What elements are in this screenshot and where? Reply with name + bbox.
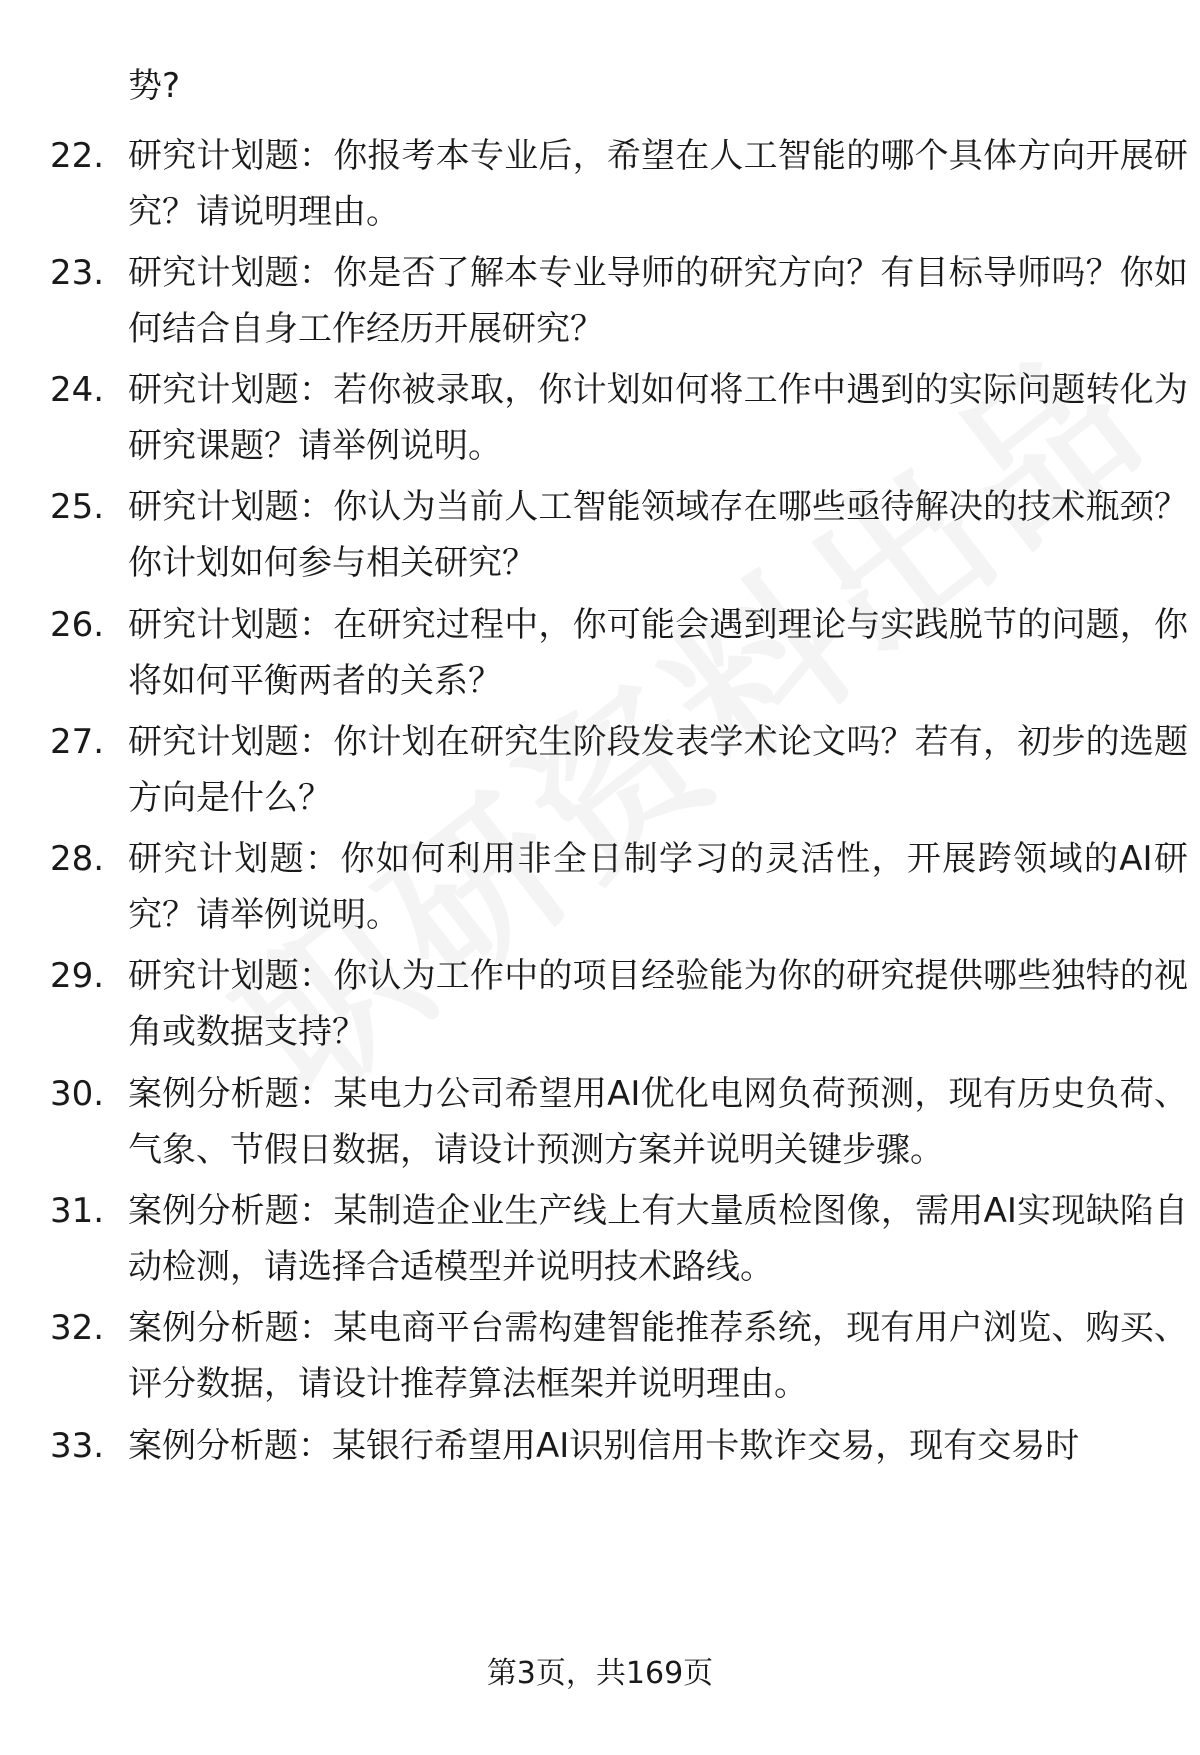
question-text: 研究计划题：你如何利用非全日制学习的灵活性，开展跨领域的AI研究？请举例说明。 (128, 839, 1188, 935)
question-text: 研究计划题：你是否了解本专业导师的研究方向？有目标导师吗？你如何结合自身工作经历开展研究？ (128, 253, 1188, 349)
page-footer: 第3页，共169页 (486, 1656, 714, 1691)
question-text: 案例分析题：某银行希望用AI识别信用卡欺诈交易，现有交易时 (128, 1426, 1080, 1466)
question-text: 研究计划题：在研究过程中，你可能会遇到理论与实践脱节的问题，你将如何平衡两者的关系？ (128, 605, 1188, 701)
question-number: 25. (50, 487, 105, 527)
question-text: 案例分析题：某电商平台需构建智能推荐系统，现有用户浏览、购买、评分数据，请设计推荐算法框架并说明理由。 (128, 1308, 1188, 1404)
question-text: 研究计划题：你计划在研究生阶段发表学术论文吗？若有，初步的选题方向是什么？ (128, 722, 1188, 818)
question-text: 研究计划题：若你被录取，你计划如何将工作中遇到的实际问题转化为研究课题？请举例说明。 (128, 370, 1188, 466)
question-text: 案例分析题：某制造企业生产线上有大量质检图像，需用AI实现缺陷自动检测，请选择合适模型并说明技术路线。 (128, 1191, 1188, 1287)
question-number: 23. (50, 253, 105, 293)
question-number: 31. (50, 1191, 105, 1231)
question-number: 28. (50, 839, 105, 879)
question-text: 研究计划题：你报考本专业后，希望在人工智能的哪个具体方向开展研究？请说明理由。 (128, 136, 1188, 232)
question-number: 26. (50, 605, 105, 645)
question-number: 24. (50, 370, 105, 410)
question-number: 29. (50, 956, 105, 996)
question-number: 32. (50, 1308, 105, 1348)
question-number: 22. (50, 136, 105, 176)
question-text: 研究计划题：你认为当前人工智能领域存在哪些亟待解决的技术瓶颈？你计划如何参与相关研究？ (128, 487, 1188, 583)
continued-text: 势? (128, 66, 181, 106)
question-number: 30. (50, 1074, 105, 1114)
question-number: 27. (50, 722, 105, 762)
question-number: 33. (50, 1426, 105, 1466)
question-text: 案例分析题：某电力公司希望用AI优化电网负荷预测，现有历史负荷、气象、节假日数据，请设计预测方案并说明关键步骤。 (128, 1074, 1188, 1170)
question-text: 研究计划题：你认为工作中的项目经验能为你的研究提供哪些独特的视角或数据支持？ (128, 956, 1188, 1052)
